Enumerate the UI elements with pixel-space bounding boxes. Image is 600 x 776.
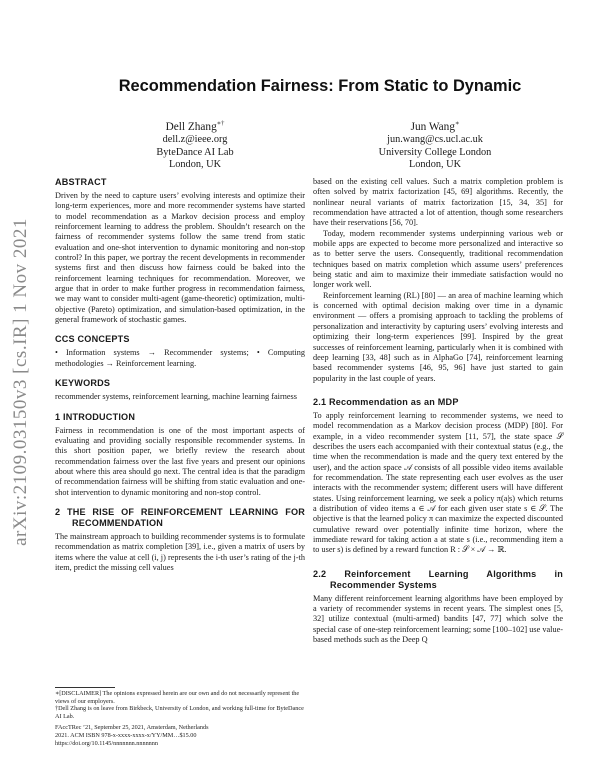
section-2-1-heading: 2.1 Recommendation as an MDP — [313, 396, 459, 407]
abstract-heading: ABSTRACT — [55, 177, 107, 187]
copyright-line: 2021. ACM ISBN 978-x-xxxx-xxxx-x/YY/MM…$15.00 — [55, 731, 197, 739]
section-1-heading: 1 INTRODUCTION — [55, 411, 136, 422]
footnote-affiliation: †Dell Zhang is on leave from Birkbeck, University of London, and working full-time for ByteDance AI Lab. — [55, 705, 304, 720]
author-marks: ∗ — [454, 120, 460, 128]
section-2-heading: 2 THE RISE OF REINFORCEMENT LEARNING FOR RECOMMENDATION — [55, 506, 305, 528]
author-marks: ∗† — [216, 120, 225, 128]
paragraph-modern-systems: Today, modern recommender systems underpinning various web or mobile apps are expected to become more personalized and interactive so as to better serve the users. Consequently, traditional recommendation techniques based on matrix completion which assume users’ preferences being static and aim to maximize their immediate satisfaction would no longer work well. — [313, 228, 563, 290]
section-2-text: The mainstream approach to building recommender systems is to formulate recommendation as matrix completion [39], i.e., given a matrix of users by items where the value at cell (i, j) represents the i-th user’s rating of the j-th item, predict the missing cell values — [55, 531, 305, 572]
footnotes — [55, 687, 305, 747]
author-name: Jun Wang — [410, 121, 455, 133]
paragraph-reinforcement-learning: Reinforcement learning (RL) [80] — an area of machine learning which is concerned with optimal decision making over time in a dynamic environment — offers a promising approach to tackling the problems of personalization and interactivity by capturing users’ evolving interests and optimizing their long-term experiences [99]. Inspired by the great successes of reinforcement learning, particularly when it is combined with deep learning [33, 48] such as in AlphaGo [74], reinforcement learning based recommender systems [46, 95, 96] have just started to gain popularity in the last couple of years. — [313, 290, 563, 383]
section-2-2-heading: 2.2 Reinforcement Learning Algorithms in Recommender Systems — [313, 568, 563, 590]
keywords-text: recommender systems, reinforcement learning, machine learning fairness — [55, 392, 297, 402]
footnote-rule — [55, 687, 115, 688]
abstract-text: Driven by the need to capture users’ evolving interests and optimize their long-term experiences, more and more recommender systems have started to model recommendation as a Markov decision process and employ reinforcement learning to address the problem. Shouldn’t research on the fairness of recommender systems follow the same trend from static evaluation and one-shot intervention to dynamic monitoring and non-stop control? In this paper, we portray the recent developments in recommender systems first and then discuss how fairness could be baked into the reinforcement learning techniques for recommendation. Moreover, we argue that in order to make further progress in recommendation fairness, we may want to consider multi-agent (game-theoretic) optimization, multi-objective (Pareto) optimization, and simulation-based optimization, in the general framework of stochastic games. — [55, 191, 305, 325]
paragraph-matrix-completion: based on the existing cell values. Such a matrix completion problem is often solved by matrix factorization [45, 69] algorithms. Recently, the nonlinear neural variants of matrix factorization [15, 34, 35] for recommendation have attracted a lot of attention, though some researchers have their reservations [56, 70]. — [313, 177, 563, 228]
footnote-disclaimer: ∗[DISCLAIMER] The opinions expressed herein are our own and do not necessarily represent the views of our employers. — [55, 690, 300, 705]
author-location: London, UK — [408, 159, 462, 171]
left-column — [55, 177, 305, 573]
author-email: jun.wang@cs.ucl.ac.uk — [387, 133, 483, 145]
section-2-1-text: To apply reinforcement learning to recommender systems, we need to model recommendation as a Markov decision process (MDP) [80]. For example, in a video recommender system [11, 57], the state space 𝒮 describes the users each accompanied with their contextual status (e.g., the time when the recommendation is made and the query text entered by the user), and the action space 𝒜 consists of all possible video items available for recommendation. The state representing each user evolves as the user interacts with the recommender system; different users will have different states. Using reinforcement learning, we seek a policy π(a|s) which returns a distribution of video items a ∈ 𝒜 for each given user state s ∈ 𝒮. The objective is that the learned policy π can maximize the expected discounted cumulative reward over potentially infinite time horizon, where the immediate reward for taking action a at state s (i.e., recommending item a to user s) is defined by a reward function R : 𝒮 × 𝒜 → ℝ. — [313, 410, 563, 555]
right-column — [313, 177, 563, 645]
ccs-text: • Information systems → Recommender systems; • Computing methodologies → Reinforcement learning. — [55, 348, 305, 368]
author-block-1 — [115, 121, 275, 172]
ccs-heading: CCS CONCEPTS — [55, 334, 130, 345]
author-location: London, UK — [168, 159, 222, 171]
arxiv-stamp — [4, 182, 38, 582]
author-email: dell.z@ieee.org — [162, 133, 228, 145]
venue-line: FAccTRec ’21, September 25, 2021, Amsterdam, Netherlands — [55, 724, 209, 732]
section-1-text: Fairness in recommendation is one of the most important aspects of evaluating and providing socially responsible recommender systems. In this short position paper, we briefly review the research about recommendation fairness over the last five years and present our opinions about where this area should go next. The central idea is that the paradigm of recommendation fairness will be shifting from static evaluation and one-shot intervention to dynamic monitoring and non-stop control. — [55, 425, 305, 497]
keywords-heading: KEYWORDS — [55, 378, 111, 389]
author-block-2 — [355, 121, 515, 172]
arxiv-id: arXiv:2109.03150v3 [cs.IR] 1 Nov 2021 — [10, 218, 31, 546]
section-2-2-text: Many different reinforcement learning algorithms have been employed by a variety of recommender systems in recent years. The simplest ones [5, 32] utilize contextual (multi-armed) bandits [47, 77] which solve the special case of one-step reinforcement learning; some [100–102] use value-based methods such as the Deep Q — [313, 593, 563, 645]
paper-title: Recommendation Fairness: From Static to Dynamic — [118, 77, 522, 95]
doi-link[interactable]: https://doi.org/10.1145/nnnnnnn.nnnnnnn — [55, 739, 158, 747]
author-name: Dell Zhang — [165, 121, 217, 133]
author-affiliation: University College London — [378, 146, 492, 158]
author-affiliation: ByteDance AI Lab — [156, 146, 234, 158]
